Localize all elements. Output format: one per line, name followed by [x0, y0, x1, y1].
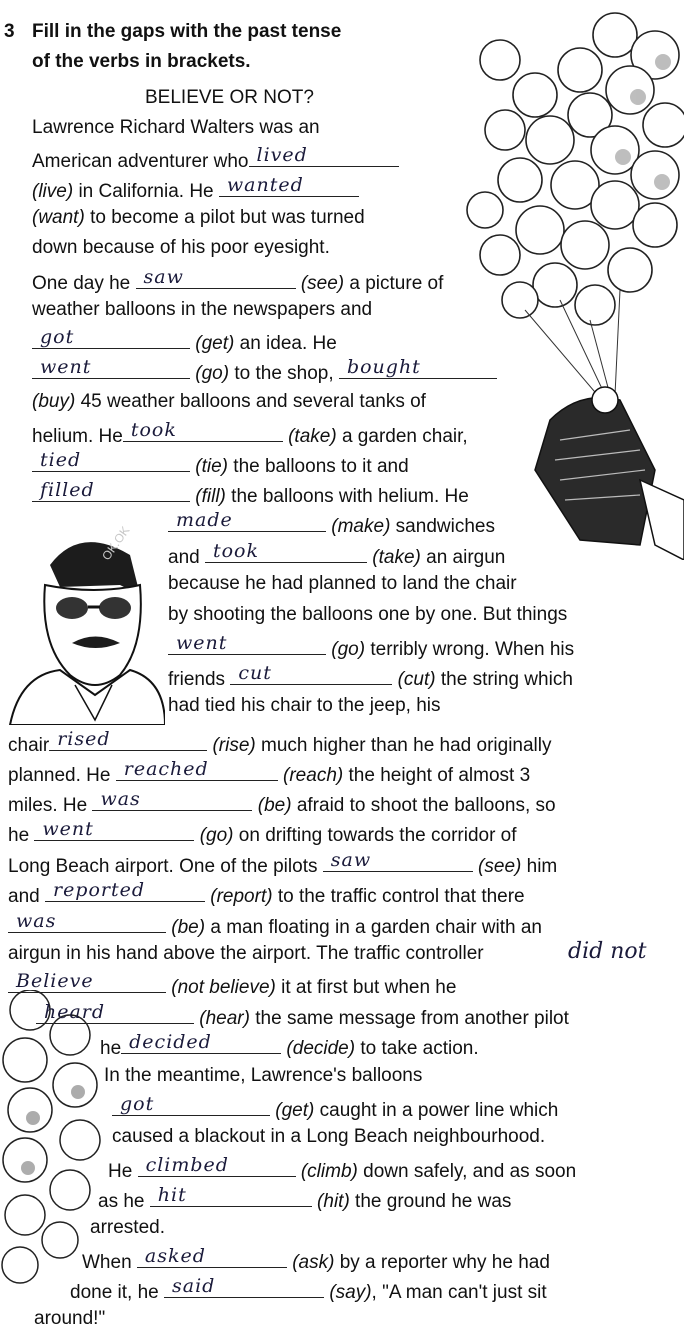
answer-blank[interactable] [92, 790, 252, 811]
story-line-22 [8, 760, 530, 788]
text-segment: the balloons with helium. He [225, 486, 469, 507]
text-segment: had tied his chair to the jeep, his [168, 695, 441, 716]
text-segment: to the traffic control that there [272, 886, 525, 907]
story-line-33 [112, 1095, 558, 1123]
verb-hint: (cut) [397, 669, 436, 690]
story-line-34 [112, 1125, 545, 1149]
text-segment: he [100, 1038, 122, 1059]
text-segment: caught in a power line which [314, 1100, 559, 1121]
watermark-text: OK.OK [99, 523, 133, 563]
text-segment: by a reporter why he had [334, 1252, 550, 1273]
text-segment: to become a pilot but was turned [84, 207, 365, 228]
story-line-36 [98, 1186, 511, 1214]
answer-blank[interactable] [249, 146, 399, 167]
handwritten-answer: went [42, 818, 94, 840]
answer-blank[interactable] [34, 820, 194, 841]
story-line-24 [8, 820, 517, 848]
handwritten-answer: lived [256, 144, 308, 166]
answer-blank[interactable] [339, 358, 497, 379]
handwritten-answer: filled [40, 479, 95, 501]
story-line-3 [32, 176, 359, 204]
story-line-18 [168, 634, 574, 662]
story-line-20 [168, 694, 441, 718]
handwritten-answer: rised [57, 728, 111, 750]
story-line-25 [8, 851, 557, 879]
answer-blank[interactable] [123, 421, 283, 442]
story-line-32 [104, 1064, 422, 1088]
text-segment: caused a blackout in a Long Beach neighbourhood. [112, 1126, 546, 1147]
text-segment: around!" [34, 1308, 106, 1329]
story-line-19 [168, 664, 573, 692]
story-line-35 [108, 1156, 576, 1184]
handwritten-answer: hit [157, 1184, 187, 1206]
text-segment: friends [168, 669, 231, 690]
text-segment: to the shop, [229, 363, 339, 384]
handwritten-answer: cut [238, 662, 272, 684]
story-line-21 [8, 730, 552, 758]
story-line-27 [8, 912, 542, 940]
handwritten-answer: took [130, 419, 177, 441]
story-line-7 [32, 298, 372, 322]
handwritten-answer: wanted [226, 174, 304, 196]
story-line-17 [168, 603, 567, 627]
text-segment: it at first but when he [275, 977, 457, 998]
verb-hint: (tie) [195, 456, 229, 477]
text-segment: When [82, 1252, 137, 1273]
text-segment: the ground he was [349, 1191, 512, 1212]
handwritten-answer: was [16, 910, 57, 932]
handwritten-answer: got [120, 1093, 155, 1115]
story-line-37 [90, 1216, 165, 1240]
story-line-30 [36, 1003, 569, 1031]
text-segment: Lawrence Richard Walters was an [32, 117, 320, 138]
verb-hint: (buy) [32, 391, 76, 412]
verb-hint: (not believe) [171, 977, 276, 998]
answer-blank[interactable] [137, 1247, 287, 1268]
story-line-12 [32, 451, 409, 479]
text-segment: airgun in his hand above the airport. The traffic controller [8, 943, 484, 964]
handwritten-answer: heard [44, 1001, 106, 1023]
text-segment: weather balloons in the newspapers and [32, 299, 373, 320]
verb-hint: (make) [331, 516, 391, 537]
verb-hint: (see) [300, 273, 345, 294]
answer-blank[interactable] [323, 851, 473, 872]
handwritten-answer: tied [40, 449, 82, 471]
verb-hint: (report) [210, 886, 273, 907]
instruction-line-1: Fill in the gaps with the past tense [32, 21, 342, 42]
text-segment: , "A man can't just sit [371, 1282, 547, 1303]
answer-blank[interactable] [45, 881, 205, 902]
verb-hint: (take) [288, 426, 337, 447]
text-segment: a picture of [344, 273, 444, 294]
verb-hint: (ask) [292, 1252, 335, 1273]
text-segment: afraid to shoot the balloons, so [291, 795, 556, 816]
text-segment: an airgun [420, 547, 506, 568]
verb-hint: (fill) [195, 486, 226, 507]
answer-blank[interactable] [32, 328, 190, 349]
text-segment: One day he [32, 273, 136, 294]
text-segment: sandwiches [390, 516, 495, 537]
text-segment: much higher than he had originally [255, 735, 552, 756]
verb-hint: (see) [478, 856, 522, 877]
text-segment: the balloons to it and [228, 456, 409, 477]
text-segment: American adventurer who [32, 151, 249, 172]
story-line-28 [8, 942, 484, 966]
handwritten-answer: climbed [145, 1154, 229, 1176]
text-segment: to take action. [355, 1038, 479, 1059]
text-segment: and [168, 547, 205, 568]
verb-hint: (get) [275, 1100, 315, 1121]
text-segment: planned. He [8, 765, 116, 786]
text-segment: a garden chair, [336, 426, 468, 447]
story-line-31 [100, 1033, 479, 1061]
text-segment: by shooting the balloons one by one. But things [168, 604, 568, 625]
answer-blank[interactable] [205, 542, 367, 563]
text-segment: an idea. He [234, 333, 337, 354]
handwritten-answer: made [176, 509, 233, 531]
handwritten-answer: decided [129, 1031, 212, 1053]
text-segment: down safely, and as soon [357, 1161, 577, 1182]
verb-hint: (be) [257, 795, 292, 816]
story-line-26 [8, 881, 525, 909]
handwritten-margin-note: did not [568, 939, 647, 964]
text-segment: down because of his poor eyesight. [32, 237, 330, 258]
handwritten-answer: saw [143, 266, 184, 288]
text-segment: because he had planned to land the chair [168, 573, 517, 594]
instruction-line-2: of the verbs in brackets. [32, 51, 251, 72]
text-segment: terribly wrong. When his [365, 639, 575, 660]
story-line-1 [32, 116, 320, 140]
story-title: BELIEVE OR NOT? [145, 87, 314, 108]
story-line-15 [168, 542, 505, 570]
story-line-5 [32, 236, 330, 260]
story-line-13 [32, 481, 469, 509]
answer-blank[interactable] [116, 760, 278, 781]
text-segment: as he [98, 1191, 150, 1212]
text-segment: in California. He [73, 181, 219, 202]
answer-blank[interactable] [138, 1156, 296, 1177]
story-line-8 [32, 328, 337, 356]
text-segment: Long Beach airport. One of the pilots [8, 856, 323, 877]
verb-hint: (hear) [199, 1008, 250, 1029]
answer-blank[interactable] [121, 1033, 281, 1054]
verb-hint: (take) [372, 547, 421, 568]
verb-hint: (reach) [283, 765, 344, 786]
handwritten-answer: said [172, 1275, 216, 1297]
handwritten-answer: asked [144, 1245, 206, 1267]
balloon-cluster-illustration [440, 0, 684, 560]
story-line-9 [32, 358, 497, 386]
story-line-11 [32, 421, 468, 449]
text-segment: him [521, 856, 558, 877]
verb-hint: (rise) [212, 735, 256, 756]
handwritten-answer: went [40, 356, 92, 378]
text-segment: on drifting towards the corridor of [233, 825, 517, 846]
story-line-14 [168, 511, 495, 539]
answer-blank[interactable] [32, 451, 190, 472]
text-segment: the height of almost 3 [343, 765, 531, 786]
handwritten-answer: bought [346, 356, 421, 378]
verb-hint: (hit) [317, 1191, 350, 1212]
text-segment: He [108, 1161, 138, 1182]
text-segment: 45 weather balloons and several tanks of [75, 391, 426, 412]
text-segment: In the meantime, Lawrence's balloons [104, 1065, 423, 1086]
handwritten-answer: went [176, 632, 228, 654]
exercise-number: 3 [4, 21, 15, 42]
story-line-4 [32, 206, 365, 230]
handwritten-answer: reported [52, 879, 146, 901]
text-segment: miles. He [8, 795, 93, 816]
story-line-6 [32, 268, 443, 296]
verb-hint: (live) [32, 181, 74, 202]
verb-hint: (get) [195, 333, 235, 354]
story-line-38 [82, 1247, 550, 1275]
text-segment: chair [8, 735, 50, 756]
handwritten-answer: got [40, 326, 75, 348]
text-segment: and [8, 886, 45, 907]
answer-blank[interactable] [8, 972, 166, 993]
story-line-2 [32, 146, 399, 174]
text-segment: he [8, 825, 35, 846]
answer-blank[interactable] [219, 176, 359, 197]
story-line-10 [32, 390, 426, 414]
answer-blank[interactable] [164, 1277, 324, 1298]
answer-blank[interactable] [230, 664, 392, 685]
verb-hint: (go) [195, 363, 230, 384]
verb-hint: (go) [331, 639, 366, 660]
text-segment: done it, he [70, 1282, 165, 1303]
handwritten-answer: took [212, 540, 260, 562]
verb-hint: (want) [32, 207, 85, 228]
verb-hint: (decide) [286, 1038, 356, 1059]
answer-blank[interactable] [32, 358, 190, 379]
text-segment: the string which [435, 669, 573, 690]
handwritten-answer: saw [330, 849, 372, 871]
story-line-40 [34, 1307, 105, 1331]
answer-blank[interactable] [8, 912, 166, 933]
answer-blank[interactable] [36, 1003, 194, 1024]
answer-blank[interactable] [150, 1186, 312, 1207]
story-line-29 [8, 972, 456, 1000]
text-segment: a man floating in a garden chair with an [205, 917, 543, 938]
answer-blank[interactable] [32, 481, 190, 502]
handwritten-answer: Believe [16, 970, 94, 992]
verb-hint: (say) [329, 1282, 372, 1303]
handwritten-answer: was [100, 788, 141, 810]
answer-blank[interactable] [168, 634, 326, 655]
answer-blank[interactable] [49, 730, 207, 751]
story-line-23 [8, 790, 556, 818]
man-portrait-illustration [0, 525, 165, 725]
story-line-39 [70, 1277, 547, 1305]
text-segment: helium. He [32, 426, 123, 447]
answer-blank[interactable] [168, 511, 326, 532]
answer-blank[interactable] [136, 268, 296, 289]
verb-hint: (climb) [300, 1161, 358, 1182]
man-in-chair-illustration [535, 387, 684, 560]
story-line-16 [168, 572, 517, 596]
answer-blank[interactable] [112, 1095, 270, 1116]
handwritten-answer: reached [123, 758, 209, 780]
verb-hint: (be) [171, 917, 206, 938]
text-segment: the same message from another pilot [249, 1008, 569, 1029]
text-segment: arrested. [90, 1217, 165, 1238]
verb-hint: (go) [199, 825, 234, 846]
